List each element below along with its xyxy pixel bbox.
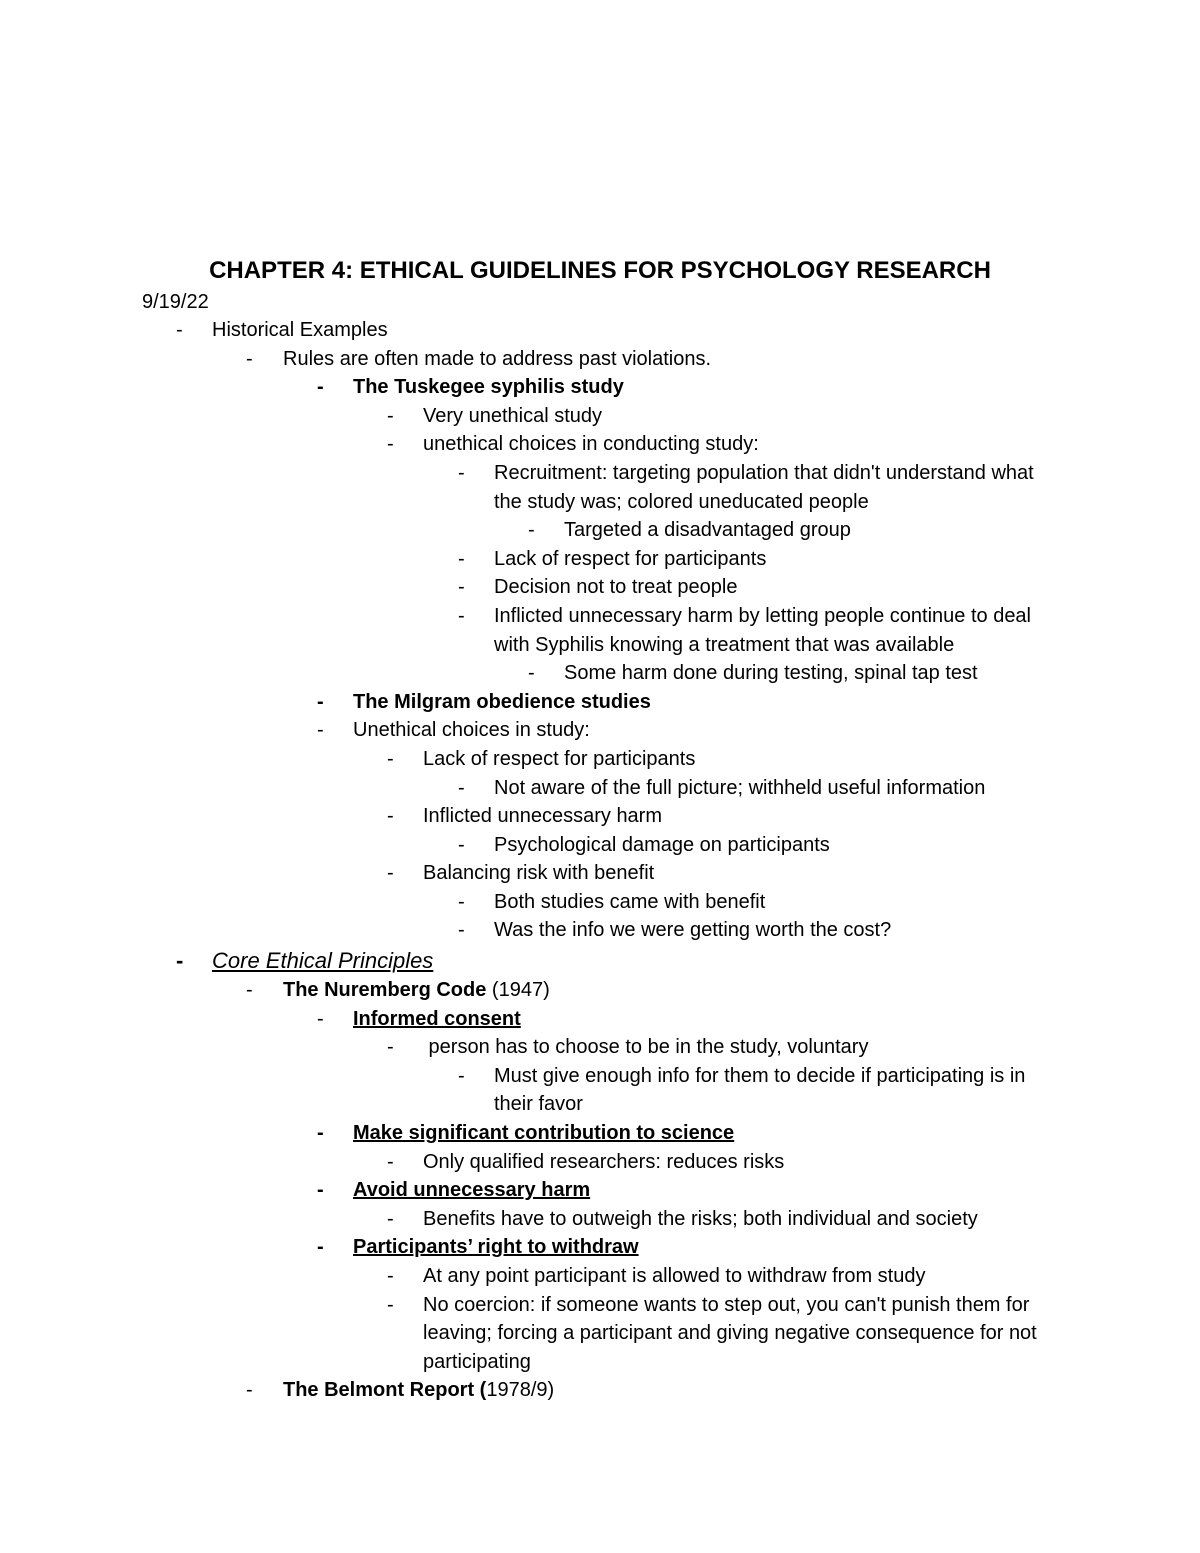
list-item (0, 716, 1200, 745)
list-item (0, 888, 1200, 917)
list-item (0, 774, 1200, 803)
item-text (283, 976, 550, 1005)
bullet-dash: - (458, 919, 465, 942)
item-text: Benefits have to outweigh the risks; both individual and society (423, 1207, 978, 1230)
list-item (0, 1262, 1200, 1291)
list-item (0, 945, 1200, 976)
item-text: Targeted a disadvantaged group (564, 519, 851, 542)
item-text: Recruitment: targeting population that didn't understand what the study was; colored uneducated people (494, 461, 1034, 513)
bullet-dash: - (317, 690, 324, 713)
list-item (0, 430, 1200, 459)
list-item (0, 345, 1200, 374)
bullet-dash: - (317, 1007, 324, 1030)
item-text: Rules are often made to address past violations. (283, 347, 712, 370)
list-item (0, 1062, 1200, 1119)
item-text: unethical choices in conducting study: (423, 433, 759, 456)
item-text: Some harm done during testing, spinal tap test (564, 662, 978, 685)
item-text: Lack of respect for participants (423, 747, 696, 770)
list-item (0, 1205, 1200, 1234)
item-text: Only qualified researchers: reduces risks (423, 1150, 785, 1173)
list-item (0, 1291, 1200, 1377)
list-item (0, 1148, 1200, 1177)
bullet-dash: - (458, 833, 465, 856)
item-text: Must give enough info for them to decide if participating is in their favor (494, 1064, 1026, 1116)
item-text: Was the info we were getting worth the cost? (494, 919, 892, 942)
notes-outline (0, 316, 1200, 1405)
list-item (0, 1119, 1200, 1148)
bullet-dash: - (317, 719, 324, 742)
list-item (0, 516, 1200, 545)
bullet-dash: - (387, 1293, 394, 1316)
item-bold-text: The Belmont Report ( (283, 1379, 487, 1402)
bullet-dash: - (387, 805, 394, 828)
bullet-dash: - (176, 948, 184, 974)
principle-heading: Make significant contribution to science (353, 1122, 735, 1145)
bullet-dash: - (317, 1179, 324, 1202)
bullet-dash: - (458, 604, 465, 627)
list-item (0, 373, 1200, 402)
page-title: CHAPTER 4: ETHICAL GUIDELINES FOR PSYCHOLOGY RESEARCH (209, 257, 991, 284)
bullet-dash: - (387, 1036, 394, 1059)
bullet-dash: - (387, 433, 394, 456)
item-text: Unethical choices in study: (353, 719, 590, 742)
item-rest-text: (1947) (486, 979, 550, 1002)
bullet-dash: - (387, 1265, 394, 1287)
principle-heading: Participants’ right to withdraw (353, 1236, 639, 1259)
bullet-dash: - (458, 890, 465, 913)
list-item (0, 976, 1200, 1005)
item-text: person has to choose to be in the study, voluntary (423, 1036, 869, 1059)
list-item (0, 1005, 1200, 1034)
bullet-dash: - (528, 519, 535, 542)
item-text: Decision not to treat people (494, 576, 738, 599)
bullet-dash: - (246, 979, 253, 1002)
bullet-dash: - (387, 1207, 394, 1230)
principle-heading: Avoid unnecessary harm (353, 1179, 591, 1202)
item-bold-text: The Nuremberg Code (283, 979, 487, 1002)
item-text: Inflicted unnecessary harm (423, 805, 663, 828)
principle-heading: Informed consent (353, 1007, 521, 1030)
list-item (0, 831, 1200, 860)
list-item (0, 1376, 1200, 1405)
list-item (0, 659, 1200, 688)
bullet-dash: - (317, 1122, 324, 1145)
item-rest-text: 1978/9) (486, 1379, 555, 1402)
bullet-dash: - (458, 461, 465, 484)
bullet-dash: - (387, 747, 394, 770)
list-item (0, 545, 1200, 574)
item-text: Psychological damage on participants (494, 833, 830, 856)
list-item (0, 916, 1200, 945)
item-text: Historical Examples (212, 319, 388, 341)
date-label: 9/19/22 (142, 291, 209, 313)
item-text: Not aware of the full picture; withheld useful information (494, 776, 986, 799)
item-text: No coercion: if someone wants to step out, you can't punish them for leaving; forcing a participant and giving negative consequence for not participating (423, 1293, 1037, 1373)
list-item (0, 602, 1200, 659)
list-item (0, 688, 1200, 717)
bullet-dash: - (317, 376, 324, 399)
section-heading: The Tuskegee syphilis study (353, 376, 624, 399)
bullet-dash: - (387, 1150, 394, 1173)
list-item (0, 859, 1200, 888)
bullet-dash: - (528, 662, 535, 685)
list-item (0, 1176, 1200, 1205)
item-text: Both studies came with benefit (494, 890, 766, 913)
bullet-dash: - (387, 862, 394, 885)
bullet-dash: - (317, 1236, 324, 1259)
bullet-dash: - (458, 776, 465, 799)
bullet-dash: - (246, 347, 253, 370)
item-text (283, 1376, 554, 1405)
list-item (0, 1033, 1200, 1062)
item-text: Balancing risk with benefit (423, 862, 655, 885)
item-text: Inflicted unnecessary harm by letting people continue to deal with Syphilis knowing a treatment that was available (494, 604, 1032, 656)
bullet-dash: - (176, 319, 183, 341)
list-item (0, 459, 1200, 516)
bullet-dash: - (458, 576, 465, 599)
item-text: At any point participant is allowed to withdraw from study (423, 1265, 926, 1287)
list-item (0, 802, 1200, 831)
section-heading: The Milgram obedience studies (353, 690, 651, 713)
bullet-dash: - (458, 547, 465, 570)
list-item (0, 573, 1200, 602)
bullet-dash: - (387, 404, 394, 427)
list-item (0, 745, 1200, 774)
list-item (0, 402, 1200, 431)
bullet-dash: - (458, 1064, 465, 1087)
item-text: Lack of respect for participants (494, 547, 767, 570)
list-item (0, 316, 1200, 345)
list-item (0, 1233, 1200, 1262)
section-heading: Core Ethical Principles (212, 948, 434, 974)
item-text: Very unethical study (423, 404, 602, 427)
bullet-dash: - (246, 1379, 253, 1402)
